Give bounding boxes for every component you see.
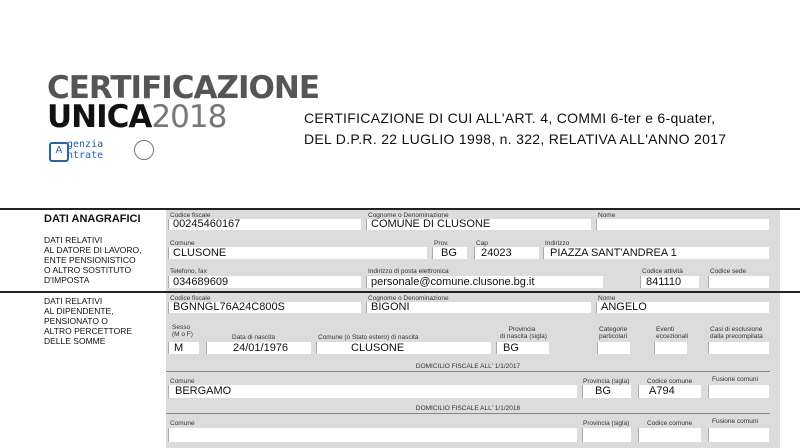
label-fusione-comuni: Fusione comuni: [712, 376, 758, 383]
value-cap: 24023: [481, 247, 512, 259]
label-codice-comune-2018: Codice comune: [647, 420, 693, 427]
field-cognome-dipendente[interactable]: [366, 302, 591, 313]
label-nome-dipendente: Nome: [598, 295, 616, 302]
value-cognome-dipendente: BIGONI: [371, 301, 410, 313]
label-prov: Prov.: [434, 240, 449, 247]
value-comune-nascita: CLUSONE: [351, 342, 405, 354]
field-telefono[interactable]: [168, 276, 361, 288]
agency-line1: genzia: [67, 139, 104, 150]
section2-subtitle: [44, 296, 132, 346]
republic-emblem-icon: [134, 140, 154, 160]
field-nome[interactable]: [596, 219, 769, 230]
label-provincia-main: Provincia: [508, 326, 536, 333]
label-eventi-main: Eventi: [656, 326, 675, 333]
label-telefono: Telefono, fax: [170, 268, 207, 275]
field-codice-fiscale[interactable]: [168, 219, 361, 230]
value-codice-comune: A794: [649, 385, 675, 397]
field-comune-domicilio-2018[interactable]: [168, 428, 577, 442]
field-codice-attivita[interactable]: [640, 276, 699, 288]
label-email: Indirizzo di posta elettronica: [368, 268, 449, 275]
field-cap[interactable]: [474, 247, 539, 259]
label-codice-attivita: Codice attività: [642, 268, 683, 275]
value-codice-fiscale: 00245460167: [173, 218, 241, 230]
field-codice-comune-2018[interactable]: [638, 428, 701, 442]
label-cap: Cap: [476, 240, 488, 247]
label-categorie-main: Categorie: [599, 326, 628, 333]
label-casi-sub: dalla precompilata: [710, 333, 763, 340]
field-provincia-nascita[interactable]: [496, 342, 549, 354]
field-data-nascita[interactable]: [206, 342, 311, 354]
section1-subtitle-line: O ALTRO SOSTITUTO: [44, 265, 132, 275]
field-fusione-comuni-2018[interactable]: [708, 428, 769, 442]
field-indirizzo[interactable]: [543, 247, 769, 259]
value-telefono: 034689609: [173, 276, 229, 288]
section2-subtitle-line: AL DIPENDENTE,: [44, 306, 114, 316]
label-comune-domicilio-2018: Comune: [170, 420, 195, 427]
value-codice-fiscale-dipendente: BGNNGL76A24C800S: [173, 301, 285, 313]
section2-subtitle-line: PENSIONATO O: [44, 316, 108, 326]
label-cognome: Cognome o Denominazione: [368, 212, 449, 219]
label-casi-main: Casi di esclusione: [710, 326, 763, 333]
section1-subtitle-line: ENTE PENSIONISTICO: [44, 255, 136, 265]
section2-subtitle-line: DATI RELATIVI: [44, 296, 103, 306]
label-casi-esclusione: [710, 326, 763, 340]
value-indirizzo: PIAZZA SANT'ANDREA 1: [550, 247, 677, 259]
field-codice-sede[interactable]: [708, 276, 769, 288]
agenzia-entrate-logo: [47, 138, 157, 164]
band-domicilio-2018: DOMICILIO FISCALE ALL' 1/1/2018: [166, 405, 770, 414]
section1-subtitle-line: DATI RELATIVI: [44, 235, 103, 245]
section1-subtitle: [44, 235, 141, 285]
label-sesso-sub: (M o F): [172, 331, 193, 338]
label-comune: Comune: [170, 240, 195, 247]
field-email[interactable]: [366, 276, 603, 288]
field-codice-fiscale-dipendente[interactable]: [168, 302, 361, 313]
label-indirizzo: Indirizzo: [545, 240, 570, 247]
label-sesso-main: Sesso: [172, 324, 191, 331]
label-codice-sede: Codice sede: [710, 268, 747, 275]
value-provincia-nascita: BG: [503, 342, 519, 354]
label-fusione-comuni-2018: Fusione comuni: [712, 418, 758, 425]
value-codice-attivita: 841110: [646, 276, 682, 288]
label-eventi-sub: eccezionali: [656, 333, 689, 340]
value-comune: CLUSONE: [173, 247, 227, 259]
field-cognome[interactable]: [366, 219, 591, 230]
field-provincia-domicilio-2018[interactable]: [582, 428, 631, 442]
agenzia-text: [67, 139, 103, 161]
label-cognome-dipendente: Cognome o Denominazione: [368, 295, 449, 302]
value-data-nascita: 24/01/1976: [233, 342, 289, 354]
field-comune[interactable]: [168, 247, 427, 259]
label-provincia-domicilio: Provincia (sigla): [583, 378, 630, 385]
field-prov[interactable]: [432, 247, 467, 259]
label-sesso: [172, 324, 193, 338]
field-comune-nascita[interactable]: [316, 342, 491, 354]
label-eventi: [656, 326, 688, 340]
label-comune-nascita: Comune (o Stato estero) di nascita: [318, 334, 419, 341]
field-sesso[interactable]: [168, 342, 199, 354]
band-domicilio-2017: DOMICILIO FISCALE ALL' 1/1/2017: [166, 363, 770, 372]
label-codice-fiscale-dipendente: Codice fiscale: [170, 295, 211, 302]
value-sesso: M: [174, 342, 184, 354]
logo-title: CERTIFICAZIONE: [47, 70, 320, 106]
value-provincia-domicilio: BG: [595, 385, 611, 397]
agency-line2: ntrate: [67, 150, 104, 161]
field-provincia-domicilio[interactable]: [582, 385, 631, 398]
section1-subtitle-line: AL DATORE DI LAVORO,: [44, 245, 142, 255]
logo-unica: UNICA: [47, 99, 152, 135]
label-provincia-nascita: [500, 326, 547, 340]
heading-line1: CERTIFICAZIONE DI CUI ALL'ART. 4, COMMI 6-ter e 6-quater,: [304, 110, 716, 126]
label-provincia-domicilio-2018: Provincia (sigla): [583, 420, 630, 427]
field-codice-comune[interactable]: [638, 385, 701, 398]
logo-year: 2018: [151, 99, 227, 135]
section2-subtitle-line: ALTRO PERCETTORE: [44, 326, 133, 336]
value-nome-dipendente: ANGELO: [601, 301, 647, 313]
field-nome-dipendente[interactable]: [596, 302, 769, 313]
label-comune-domicilio: Comune: [170, 378, 195, 385]
field-comune-domicilio[interactable]: [168, 385, 577, 398]
logo-subtitle: [47, 99, 227, 135]
value-email: personale@comune.clusone.bg.it: [371, 276, 535, 288]
section1-subtitle-line: D'IMPOSTA: [44, 275, 90, 285]
field-casi-esclusione[interactable]: [708, 342, 769, 354]
label-categorie-sub: particolari: [599, 333, 628, 340]
section2-subtitle-line: DELLE SOMME: [44, 336, 106, 346]
label-provincia-sub: di nascita (sigla): [500, 333, 547, 340]
label-data-nascita: Data di nascita: [232, 334, 275, 341]
certification-heading: [304, 108, 726, 150]
label-categorie: [599, 326, 627, 340]
label-codice-fiscale: Codice fiscale: [170, 212, 211, 219]
field-eventi[interactable]: [654, 342, 687, 354]
value-comune-domicilio: BERGAMO: [175, 385, 232, 397]
label-codice-comune: Codice comune: [647, 378, 693, 385]
agenzia-badge-icon: A: [49, 142, 69, 162]
label-nome: Nome: [598, 212, 616, 219]
value-cognome: COMUNE DI CLUSONE: [371, 218, 491, 230]
section-dati-anagrafici-title: DATI ANAGRAFICI: [44, 213, 141, 225]
heading-line2: DEL D.P.R. 22 LUGLIO 1998, n. 322, RELATIVA ALL'ANNO 2017: [304, 131, 727, 147]
value-prov: BG: [441, 247, 457, 259]
field-fusione-comuni[interactable]: [708, 385, 769, 398]
field-categorie[interactable]: [597, 342, 630, 354]
